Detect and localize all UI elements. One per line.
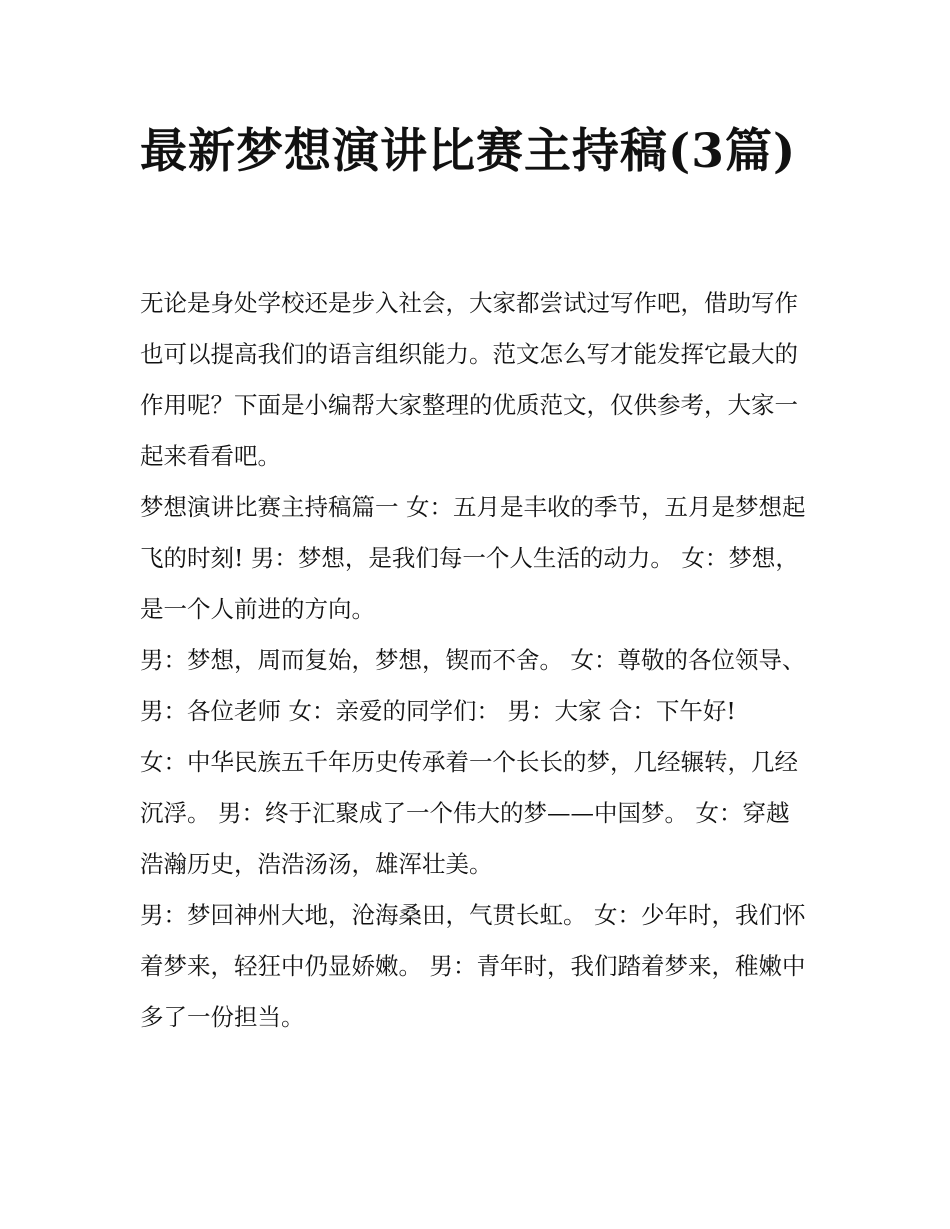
document-body: [140, 278, 812, 1043]
paragraph-4: 男：梦回神州大地，沧海桑田，气贯长虹。 女：少年时，我们怀着梦来，轻狂中仍显娇嫩。 男：青年时，我们踏着梦来，稚嫩中多了一份担当。: [140, 901, 806, 1031]
document-title: 最新梦想演讲比赛主持稿(3篇): [140, 124, 797, 179]
paragraph-intro: 无论是身处学校还是步入社会，大家都尝试过写作吧，借助写作也可以提高我们的语言组织能力。范文怎么写才能发挥它最大的作用呢？下面是小编帮大家整理的优质范文，仅供参考，大家一起来看看吧。: [140, 289, 798, 470]
paragraph-2: 男：梦想，周而复始，梦想，锲而不舍。 女：尊敬的各位领导、 男：各位老师 女：亲爱的同学们： 男：大家 合：下午好!: [140, 646, 806, 725]
paragraph-3: 女：中华民族五千年历史传承着一个长长的梦，几经辗转，几经沉浮。 男：终于汇聚成了一个伟大的梦——中国梦。 女：穿越浩瀚历史，浩浩汤汤，雄浑壮美。: [140, 748, 798, 878]
paragraph-1: 梦想演讲比赛主持稿篇一 女：五月是丰收的季节，五月是梦想起飞的时刻! 男：梦想，是我们每一个人生活的动力。 女：梦想，是一个人前进的方向。: [140, 493, 806, 623]
